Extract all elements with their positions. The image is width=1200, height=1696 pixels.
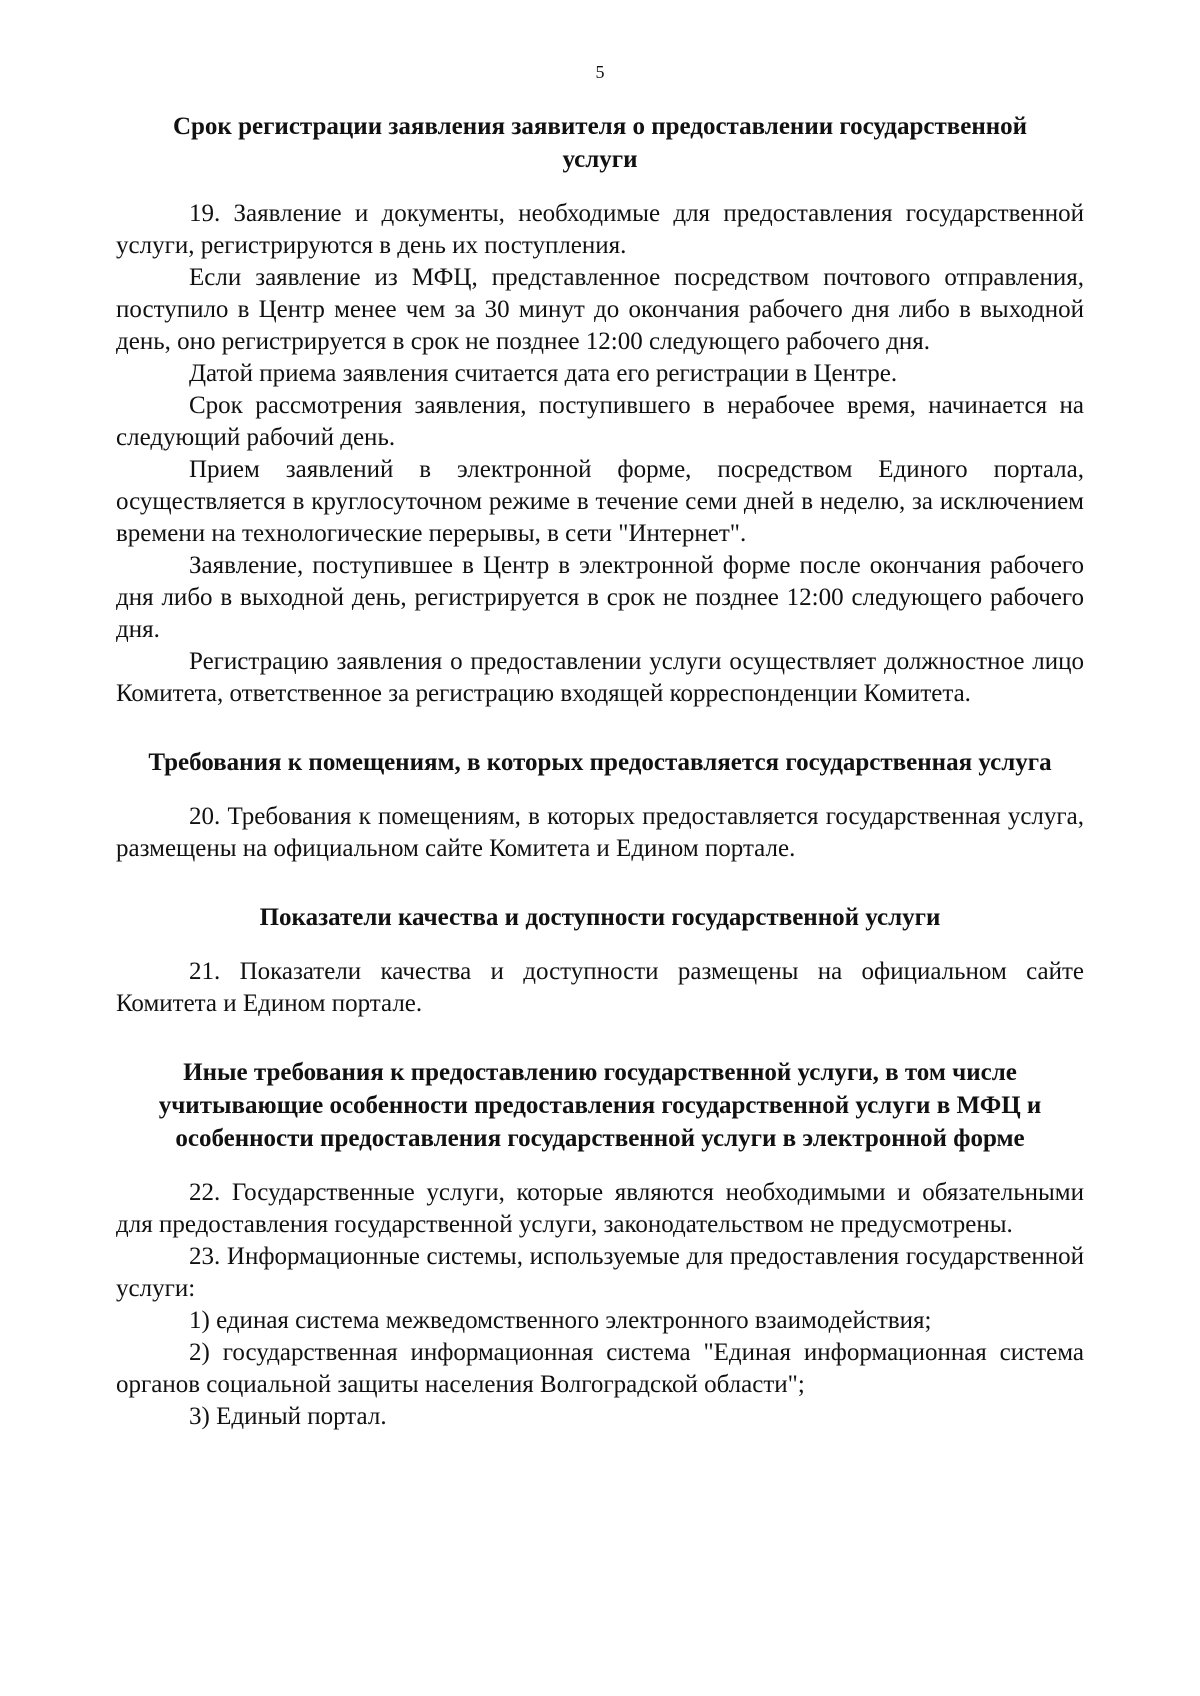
list-item-3: 3) Единый портал. — [189, 1403, 387, 1430]
paragraph-23: 23. Информационные системы, используемые для предоставления государственной услуги: — [116, 1243, 1084, 1302]
section-heading-premises: Требования к помещениям, в которых предоставляется государственная услуга — [148, 749, 1052, 776]
paragraph-after-hours: Заявление, поступившее в Центр в электронной форме после окончания рабочего дня либо в выходной день, регистрируется в срок не позднее 12:00 следующего рабочего дня. — [116, 552, 1084, 643]
section-heading-registration: Срок регистрации заявления заявителя о предоставлении государственной услуги — [172, 113, 1028, 173]
paragraph-acceptance-date: Датой приема заявления считается дата его регистрации в Центре. — [189, 360, 898, 387]
page-number: 5 — [595, 62, 605, 82]
paragraph-review-period: Срок рассмотрения заявления, поступившего в нерабочее время, начинается на следующий рабочий день. — [116, 392, 1084, 451]
list-item-2: 2) государственная информационная система "Единая информационная система органов социальной защиты населения Волгоградской области"; — [116, 1339, 1084, 1398]
paragraph-registration-official: Регистрацию заявления о предоставлении услуги осуществляет должностное лицо Комитета, ответственное за регистрацию входящей корреспонденции Комитета. — [116, 648, 1084, 707]
paragraph-mfc-mail: Если заявление из МФЦ, представленное посредством почтового отправления, поступило в Центр менее чем за 30 минут до окончания рабочего дня либо в выходной день, оно регистрируется в срок не позднее 12:00 следующего рабочего дня. — [116, 264, 1084, 355]
paragraph-19: 19. Заявление и документы, необходимые для предоставления государственной услуги, регистрируются в день их поступления. — [116, 200, 1084, 259]
list-item-1: 1) единая система межведомственного электронного взаимодействия; — [189, 1307, 932, 1334]
section-heading-other-requirements: Иные требования к предоставлению государственной услуги, в том числе учитывающие особенности предоставления государственной услуги в МФЦ и особенности предоставления государственной услуги в электронной форме — [158, 1059, 1042, 1152]
paragraph-22: 22. Государственные услуги, которые являются необходимыми и обязательными для предоставления государственной услуги, законодательством не предусмотрены. — [116, 1179, 1084, 1238]
paragraph-electronic-intake: Прием заявлений в электронной форме, посредством Единого портала, осуществляется в круглосуточном режиме в течение семи дней в неделю, за исключением времени на технологические перерывы, в сети "Интернет". — [116, 456, 1084, 547]
document-body — [116, 110, 1084, 1433]
paragraph-21: 21. Показатели качества и доступности размещены на официальном сайте Комитета и Едином портале. — [116, 958, 1084, 1017]
section-heading-quality: Показатели качества и доступности государственной услуги — [259, 904, 941, 931]
paragraph-20: 20. Требования к помещениям, в которых предоставляется государственная услуга, размещены на официальном сайте Комитета и Едином портале. — [116, 803, 1084, 862]
